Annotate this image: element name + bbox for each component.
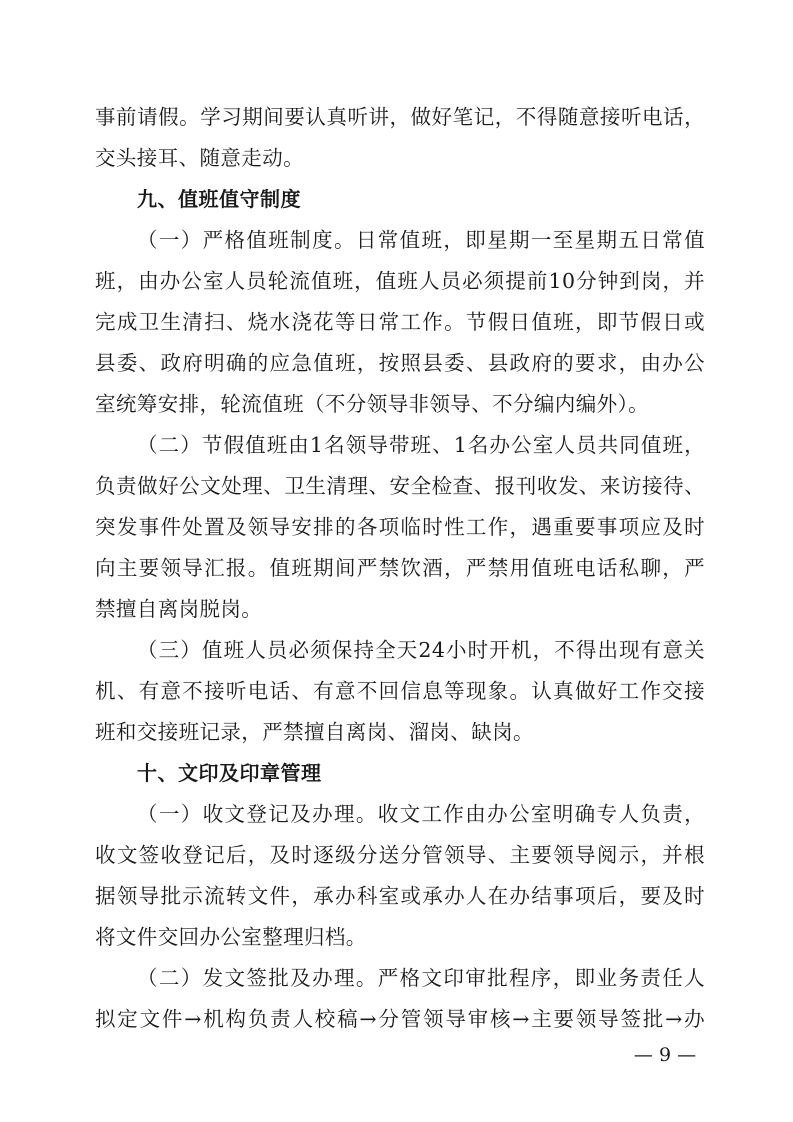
paragraph-line: 交头接耳、随意走动。 [95, 146, 304, 170]
paragraph-line: （三）值班人员必须保持全天24小时开机，不得出现有意关 [137, 638, 705, 662]
section-heading-9: 九、值班值守制度 [137, 187, 301, 211]
paragraph-line: （二）节假值班由1名领导带班、1名办公室人员共同值班， [137, 433, 705, 457]
paragraph-line: 突发事件处置及领导安排的各项临时性工作，遇重要事项应及时 [95, 515, 705, 539]
section-heading-10: 十、文印及印章管理 [137, 761, 322, 785]
paragraph-line: 机、有意不接听电话、有意不回信息等现象。认真做好工作交接 [95, 679, 705, 703]
paragraph-line: 事前请假。学习期间要认真听讲，做好笔记，不得随意接听电话， [95, 105, 705, 129]
paragraph-line: 负责做好公文处理、卫生清理、安全检查、报刊收发、来访接待、 [95, 474, 705, 498]
paragraph-line: 拟定文件→机构负责人校稿→分管领导审核→主要领导签批→办 [95, 1007, 705, 1031]
paragraph-line: 完成卫生清扫、烧水浇花等日常工作。节假日值班，即节假日或 [95, 310, 705, 334]
paragraph-line: 收文签收登记后，及时逐级分送分管领导、主要领导阅示，并根 [95, 843, 705, 867]
paragraph-line: （一）严格值班制度。日常值班，即星期一至星期五日常值 [137, 228, 705, 252]
page-number: — 9 — [633, 1044, 697, 1066]
paragraph-line: （二）发文签批及办理。严格文印审批程序，即业务责任人 [137, 966, 705, 990]
paragraph-line: 向主要领导汇报。值班期间严禁饮酒，严禁用值班电话私聊，严 [95, 556, 705, 580]
paragraph-line: 县委、政府明确的应急值班，按照县委、县政府的要求，由办公 [95, 351, 705, 375]
paragraph-line: （一）收文登记及办理。收文工作由办公室明确专人负责， [137, 802, 705, 826]
paragraph-line: 班，由办公室人员轮流值班，值班人员必须提前10分钟到岗，并 [95, 269, 705, 293]
paragraph-line: 室统筹安排，轮流值班（不分领导非领导、不分编内编外）。 [95, 392, 650, 416]
paragraph-line: 禁擅自离岗脱岗。 [95, 597, 263, 621]
paragraph-line: 班和交接班记录，严禁擅自离岗、溜岗、缺岗。 [95, 720, 534, 744]
paragraph-line: 据领导批示流转文件，承办科室或承办人在办结事项后，要及时 [95, 884, 705, 908]
paragraph-line: 将文件交回办公室整理归档。 [95, 925, 367, 949]
